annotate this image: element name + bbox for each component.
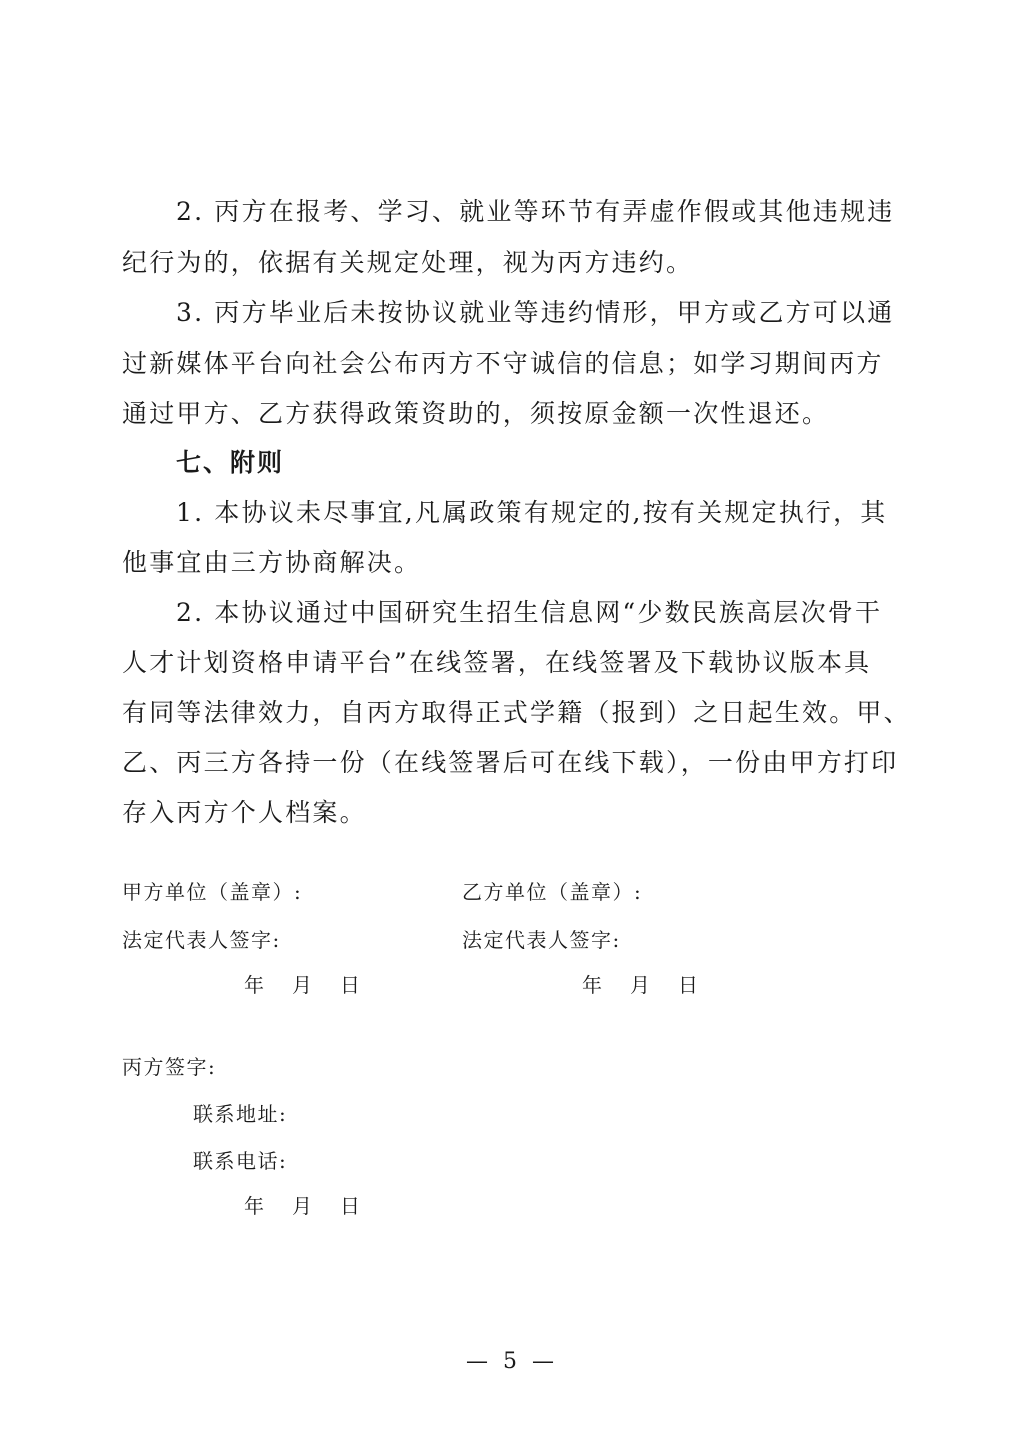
- day-label: 日: [678, 973, 700, 997]
- party-b-rep-label: 法定代表人签字:: [462, 928, 621, 952]
- contact-address-label: 联系地址:: [193, 1102, 288, 1126]
- section-7-para-2-line-5: 存入丙方个人档案。: [122, 798, 367, 827]
- page-number: — 5 —: [466, 1349, 558, 1374]
- party-c-sign-label: 丙方签字:: [122, 1055, 217, 1079]
- section-7-para-2-line-3: 有同等法律效力，自丙方取得正式学籍（报到）之日起生效。甲、: [122, 698, 911, 727]
- party-a-rep-label: 法定代表人签字:: [122, 928, 281, 952]
- section-7-para-1-line-2: 他事宜由三方协商解决。: [122, 548, 422, 577]
- section-7-para-2-line-1: 2. 本协议通过中国研究生招生信息网“少数民族高层次骨干: [176, 598, 883, 627]
- party-a-date: [244, 972, 362, 998]
- clause-3-line-2: 过新媒体平台向社会公布丙方不守诚信的信息；如学习期间丙方: [122, 349, 884, 378]
- party-b-unit-label: 乙方单位（盖章）:: [462, 880, 643, 904]
- clause-3-line-1: 3. 丙方毕业后未按协议就业等违约情形，甲方或乙方可以通: [176, 298, 895, 327]
- month-label: 月: [292, 973, 314, 997]
- section-7-para-2-line-4: 乙、丙三方各持一份（在线签署后可在线下载），一份由甲方打印: [122, 748, 899, 777]
- section-7-heading: 七、附则: [176, 448, 285, 477]
- clause-2-line-2: 纪行为的，依据有关规定处理，视为丙方违约。: [122, 248, 694, 277]
- party-b-date: [582, 972, 700, 998]
- day-label: 日: [340, 973, 362, 997]
- party-a-unit-label: 甲方单位（盖章）:: [122, 880, 303, 904]
- section-7-para-2-line-2: 人才计划资格申请平台”在线签署，在线签署及下载协议版本具: [122, 648, 872, 677]
- year-label: 年: [244, 1194, 266, 1218]
- contact-phone-label: 联系电话:: [193, 1149, 288, 1173]
- section-7-para-1-line-1: 1. 本协议未尽事宜,凡属政策有规定的,按有关规定执行，其: [176, 498, 888, 527]
- month-label: 月: [292, 1194, 314, 1218]
- year-label: 年: [244, 973, 266, 997]
- year-label: 年: [582, 973, 604, 997]
- month-label: 月: [630, 973, 652, 997]
- day-label: 日: [340, 1194, 362, 1218]
- clause-3-line-3: 通过甲方、乙方获得政策资助的，须按原金额一次性退还。: [122, 399, 830, 428]
- party-c-date: [244, 1193, 362, 1219]
- clause-2-line-1: 2. 丙方在报考、学习、就业等环节有弄虚作假或其他违规违: [176, 197, 895, 226]
